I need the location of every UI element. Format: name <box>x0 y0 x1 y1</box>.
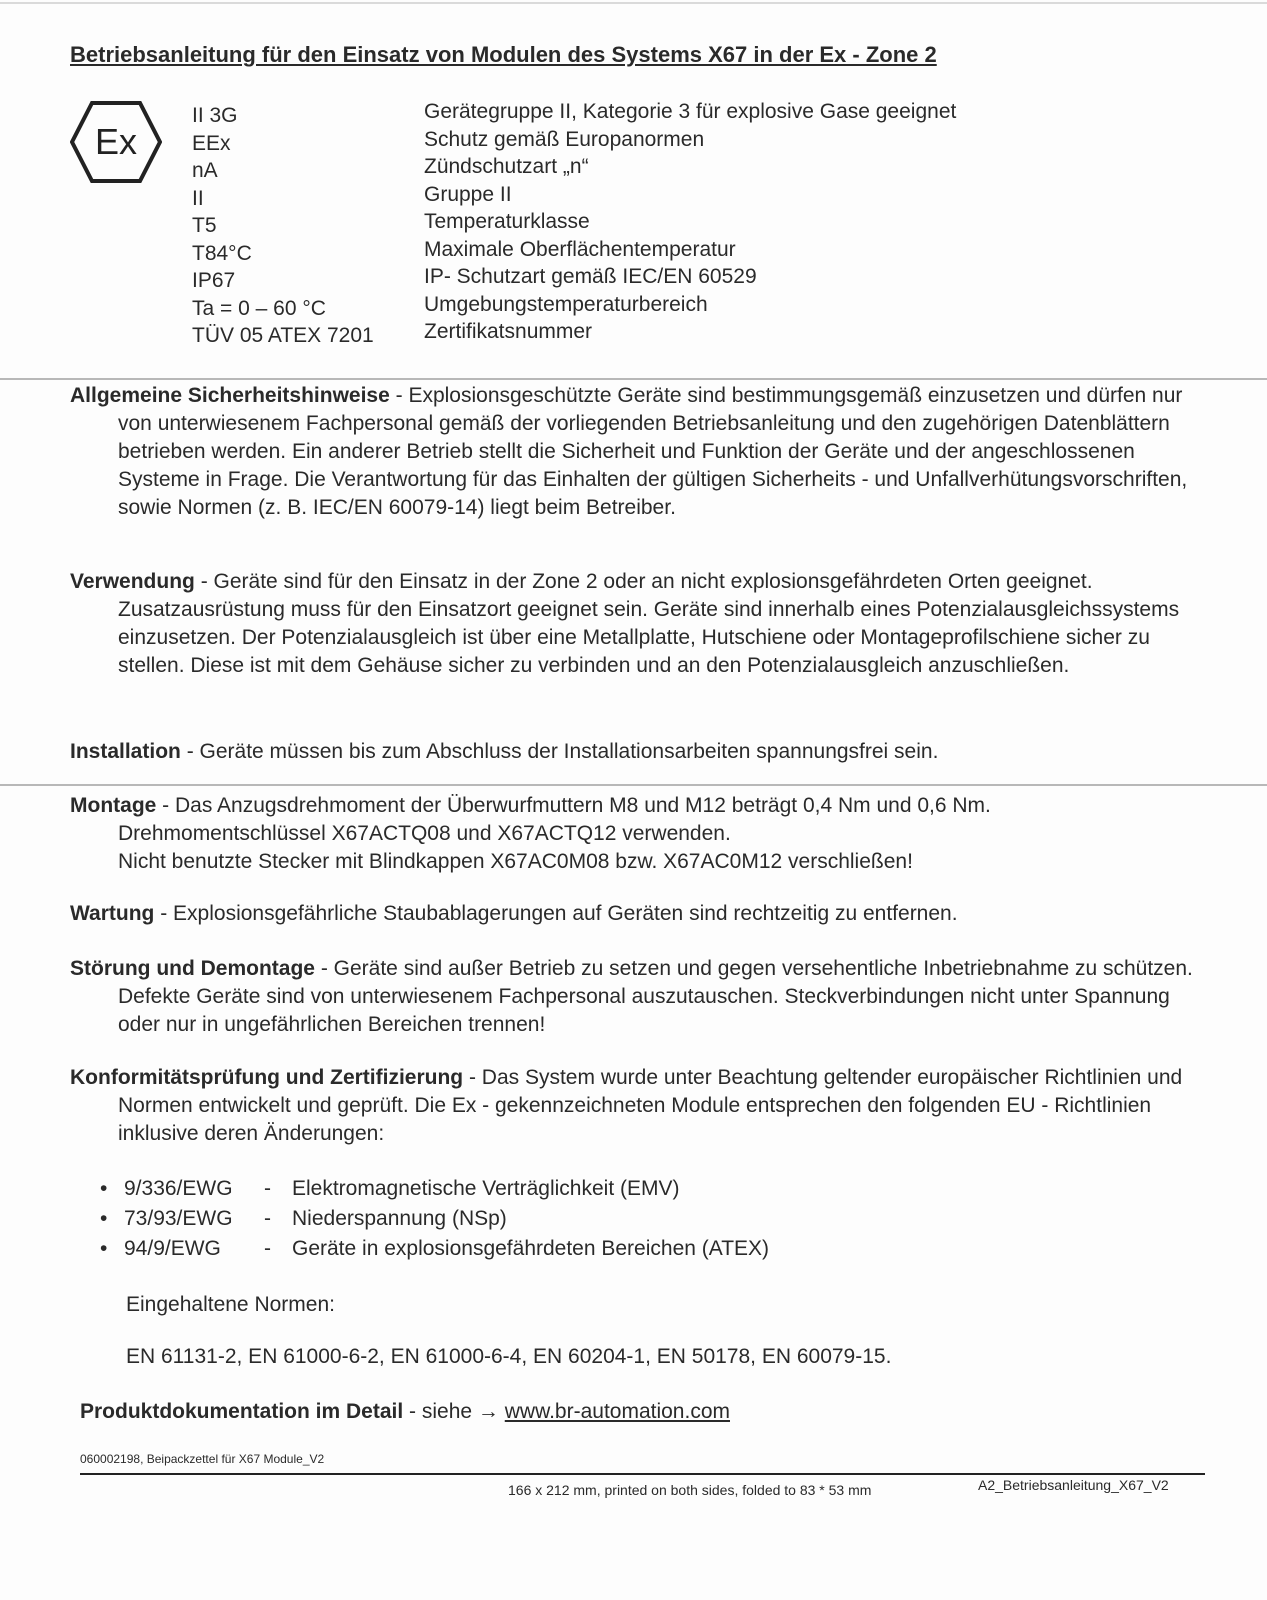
section-text: - Explosionsgeschützte Geräte sind bestimmungsgemäß einzusetzen und dürfen nur von unterwiesenem Fachpersonal gemäß der vorliegenden Betriebsanleitung und den zugehörigen Datenblättern betrieben werden. Ein anderer Betrieb stellt die Sicherheit und Funktion der Geräte und der angeschlossenen Systeme in Frage. Die Verantwortung für das Einhalten der gültigen Sicherheits - und Unfallverhütungsvorschriften, sowie Normen (z. B. IEC/EN 60079-14) liegt beim Betreiber. <box>118 384 1188 519</box>
page-title: Betriebsanleitung für den Einsatz von Modulen des Systems X67 in der Ex - Zone 2 <box>70 42 937 67</box>
section-mounting <box>70 792 1210 876</box>
svg-text:Ex: Ex <box>94 121 138 162</box>
directive-code: 94/9/EWG <box>124 1237 221 1260</box>
footer-divider <box>80 1473 1205 1475</box>
norms-list: EN 61131-2, EN 61000-6-2, EN 61000-6-4, EN 60204-1, EN 50178, EN 60079-15. <box>126 1345 892 1368</box>
marking-code: II <box>192 186 204 210</box>
marking-code: EEx <box>192 131 231 155</box>
section-text: - Geräte sind für den Einsatz in der Zone 2 oder an nicht explosionsgefährdeten Orten geeignet. Zusatzausrüstung muss für den Einsatzort geeignet sein. Geräte sind innerhalb eines Potenzialausgleichssystems einzusetzen. Der Potenzialausgleich ist über eine Metallplatte, Hutschiene oder Montageprofilschiene sicher zu stellen. Diese ist mit dem Gehäuse sicher zu verbinden und an den Potenzialausgleich anzuschließen. <box>118 570 1180 677</box>
marking-code: IP67 <box>192 269 236 292</box>
directive-description: Elektromagnetische Verträglichkeit (EMV) <box>292 1177 680 1200</box>
product-doc-text: - siehe → <box>403 1400 505 1423</box>
bullet-icon: • <box>100 1207 108 1230</box>
section-text: - Das System wurde unter Beachtung geltender europäischer Richtlinien und Normen entwickelt und geprüft. Die Ex - gekennzeichneten Module entsprechen den folgenden EU - Richtlinien inklusive deren Änderungen: <box>118 1066 1183 1145</box>
product-doc-heading: Produktdokumentation im Detail <box>80 1400 404 1423</box>
section-heading: Montage <box>70 794 157 817</box>
marking-code: Ta = 0 – 60 °C <box>192 296 326 320</box>
section-maintenance <box>70 900 1210 928</box>
directive-item <box>100 1177 680 1201</box>
section-heading: Verwendung <box>70 570 195 593</box>
section-heading: Wartung <box>70 902 155 925</box>
marking-code: T84°C <box>192 241 252 265</box>
bullet-icon: • <box>100 1237 108 1260</box>
marking-description: Temperaturklasse <box>424 210 590 233</box>
size-note: 166 x 212 mm, printed on both sides, folded to 83 * 53 mm <box>508 1482 872 1498</box>
section-installation <box>70 738 1210 766</box>
fold-line <box>0 2 1267 4</box>
fold-line <box>0 784 1267 786</box>
directive-item <box>100 1237 769 1261</box>
section-heading: Störung und Demontage <box>70 957 315 980</box>
directive-item <box>100 1207 507 1231</box>
section-general-safety <box>70 382 1210 522</box>
section-text: Drehmomentschlüssel X67ACTQ08 und X67ACTQ12 verwenden. <box>118 822 731 845</box>
separator: - <box>264 1177 271 1200</box>
ex-hexagon-logo <box>70 100 162 184</box>
marking-description: Gruppe II <box>424 182 512 206</box>
section-conformity <box>70 1064 1210 1148</box>
marking-code: T5 <box>192 214 217 237</box>
separator: - <box>264 1237 271 1260</box>
marking-code: TÜV 05 ATEX 7201 <box>192 324 374 347</box>
marking-description: IP- Schutzart gemäß IEC/EN 60529 <box>424 265 757 288</box>
directive-description: Niederspannung (NSp) <box>292 1207 507 1230</box>
section-text: - Geräte sind außer Betrieb zu setzen und gegen versehentliche Inbetriebnahme zu schützen. Defekte Geräte sind von unterwiesenem Fachpersonal auszutauschen. Steckverbindungen nicht unter Spannung oder nur in ungefährlichen Bereichen trennen! <box>118 957 1193 1036</box>
section-heading: Konformitätsprüfung und Zertifizierung <box>70 1066 464 1089</box>
section-heading: Allgemeine Sicherheitshinweise <box>70 384 390 407</box>
section-fault-removal <box>70 955 1210 1039</box>
marking-description: Umgebungstemperaturbereich <box>424 292 708 316</box>
directive-code: 9/336/EWG <box>124 1177 233 1200</box>
separator: - <box>264 1207 271 1230</box>
document-id: 060002198, Beipackzettel für X67 Module_V2 <box>80 1452 325 1466</box>
section-text: - Geräte müssen bis zum Abschluss der Installationsarbeiten spannungsfrei sein. <box>180 740 939 763</box>
fold-line <box>0 378 1267 380</box>
norms-label: Eingehaltene Normen: <box>126 1293 335 1316</box>
section-text: - Das Anzugsdrehmoment der Überwurfmuttern M8 und M12 beträgt 0,4 Nm und 0,6 Nm. <box>156 794 991 817</box>
product-doc-line <box>80 1400 730 1424</box>
website-link[interactable]: www.br-automation.com <box>504 1400 730 1423</box>
directive-code: 73/93/EWG <box>124 1207 233 1230</box>
section-text: Nicht benutzte Stecker mit Blindkappen X67AC0M08 bzw. X67AC0M12 verschließen! <box>118 850 913 873</box>
marking-description: Schutz gemäß Europanormen <box>424 127 705 151</box>
marking-code: nA <box>192 159 218 182</box>
directive-description: Geräte in explosionsgefährdeten Bereichen (ATEX) <box>292 1237 770 1260</box>
marking-description: Zertifikatsnummer <box>424 320 593 343</box>
marking-description: Maximale Oberflächentemperatur <box>424 237 736 261</box>
bullet-icon: • <box>100 1177 108 1200</box>
marking-description: Zündschutzart „n“ <box>424 155 589 178</box>
section-usage <box>70 568 1210 680</box>
marking-description: Gerätegruppe II, Kategorie 3 für explosive Gase geeignet <box>424 100 957 123</box>
section-text: - Explosionsgefährliche Staubablagerungen auf Geräten sind rechtzeitig zu entfernen. <box>154 902 958 925</box>
marking-code: II 3G <box>192 104 238 127</box>
section-heading: Installation <box>70 740 181 763</box>
file-name: A2_Betriebsanleitung_X67_V2 <box>978 1477 1169 1493</box>
